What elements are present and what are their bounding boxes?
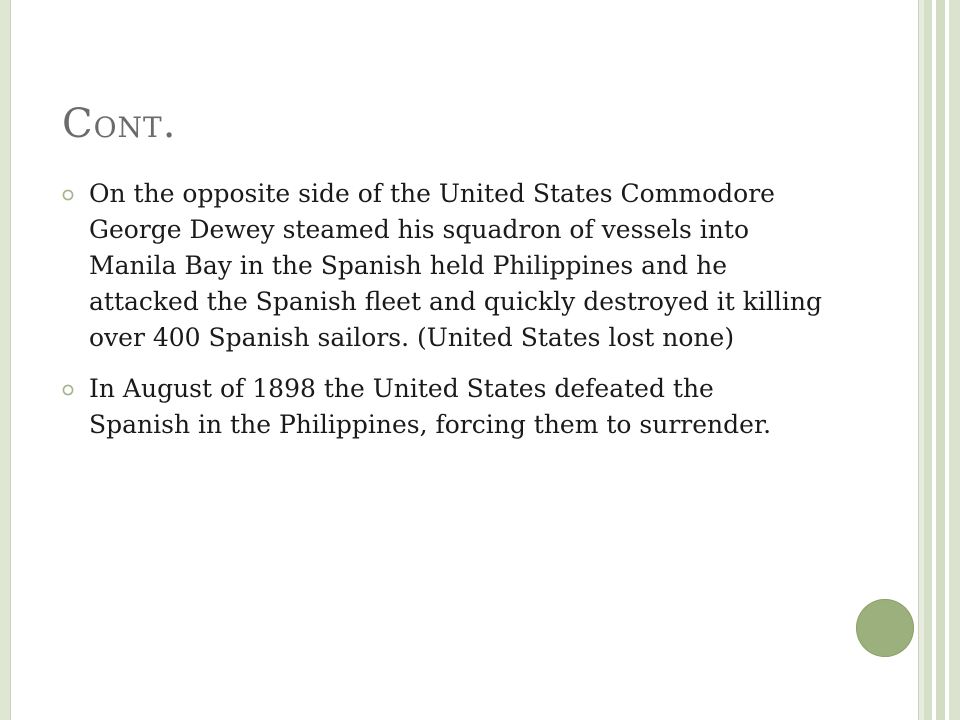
border-stripe (924, 0, 932, 720)
bullet-item (62, 371, 822, 443)
border-stripe (949, 0, 960, 720)
bullet-list (62, 176, 822, 458)
bullet-text: On the opposite side of the United States Commodore George Dewey steamed his squadron of vessels into Manila Bay in the Spanish held Philippines and he attacked the Spanish fleet and quickly destroyed it killing over 400 Spanish sailors. (United States lost none) (89, 179, 822, 352)
right-border-stripes (918, 0, 960, 720)
decorative-circle-icon (856, 599, 914, 657)
left-border (0, 0, 11, 720)
slide-title: Cont. (62, 101, 177, 147)
bullet-text: In August of 1898 the United States defeated the Spanish in the Philippines, forcing them to surrender. (89, 374, 772, 439)
border-stripe (936, 0, 945, 720)
hollow-circle-icon (62, 384, 74, 396)
bullet-item (62, 176, 822, 356)
hollow-circle-icon (62, 189, 74, 201)
